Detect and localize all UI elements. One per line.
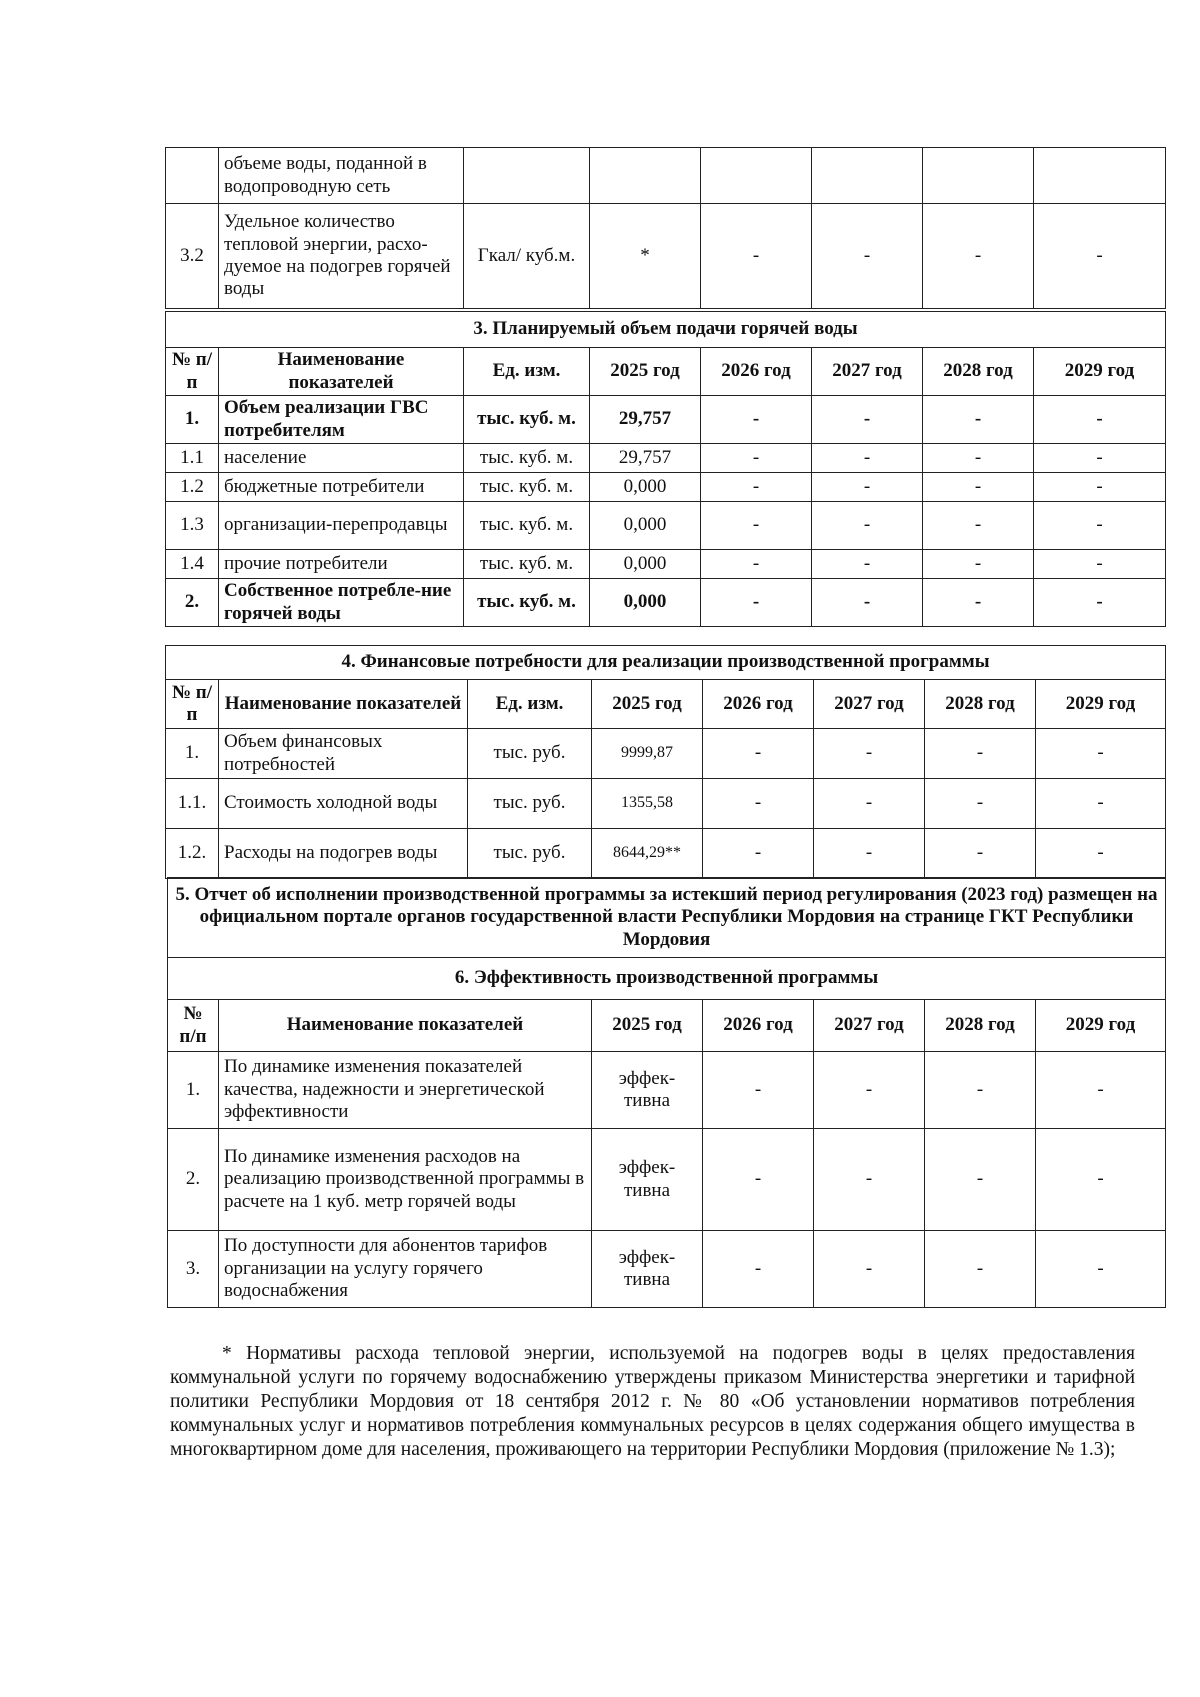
- section-title-row: [166, 646, 1166, 680]
- efficiency-table: [167, 877, 1166, 1308]
- table-row: [166, 779, 1166, 829]
- value-2025: эффек-тивна: [592, 1129, 703, 1231]
- table-row: [166, 579, 1166, 627]
- value-2026: -: [703, 779, 814, 829]
- indicator-name: бюджетные потребители: [219, 473, 464, 502]
- value-2028: -: [925, 729, 1036, 779]
- hot-water-supply-table: [165, 311, 1166, 627]
- value-2026: -: [701, 444, 812, 473]
- section-title-row: [168, 958, 1166, 1000]
- row-number: 1.4: [166, 550, 219, 579]
- value-2027: -: [814, 1231, 925, 1308]
- table-row: [166, 396, 1166, 444]
- value-2028: -: [923, 579, 1034, 627]
- value-2029: -: [1036, 1129, 1166, 1231]
- header-year: 2028 год: [925, 680, 1036, 729]
- header-row: [166, 348, 1166, 396]
- value-2029: -: [1036, 729, 1166, 779]
- header-unit: Ед. изм.: [464, 348, 590, 396]
- indicator-name: объеме воды, поданной в водопроводную сеть: [219, 148, 464, 204]
- value-2029: -: [1036, 829, 1166, 879]
- row-number: 1.2: [166, 473, 219, 502]
- value-2025: 8644,29**: [592, 829, 703, 879]
- row-number: 1.: [168, 1052, 219, 1129]
- footnote: * Нормативы расхода тепловой энергии, используемой на подогрев воды в целях предоставления коммунальной услуги по горячему водоснабжению утверждены приказом Министерства энергетики и тарифной политики Республики Мордовия от 18 сентября 2012 г. № 80 «Об установлении нормативов потребления коммунальных услуг и нормативов потребления коммунальных ресурсов в целях содержания общего имущества в многоквартирном доме для населения, проживающего на территории Республики Мордовия (приложение № 1.3);: [170, 1343, 1135, 1460]
- row-number: 1.1: [166, 444, 219, 473]
- value-2027: -: [812, 396, 923, 444]
- header-year: 2027 год: [812, 348, 923, 396]
- indicator-name: По доступности для абонентов тарифов организации на услугу горячего водоснабжения: [219, 1231, 592, 1308]
- header-year: 2025 год: [592, 1000, 703, 1052]
- row-number: 2.: [168, 1129, 219, 1231]
- value-2025: 0,000: [590, 550, 701, 579]
- header-year: 2026 год: [703, 680, 814, 729]
- header-year: 2025 год: [592, 680, 703, 729]
- value-2028: -: [923, 204, 1034, 309]
- unit-cell: тыс. руб.: [468, 779, 592, 829]
- value-2029: -: [1034, 502, 1166, 550]
- value-2025: [590, 148, 701, 204]
- section-title-row: [166, 312, 1166, 348]
- value-2025: 0,000: [590, 473, 701, 502]
- value-2026: -: [701, 502, 812, 550]
- value-2027: -: [812, 444, 923, 473]
- indicator-name: население: [219, 444, 464, 473]
- header-year: 2028 год: [923, 348, 1034, 396]
- value-2027: -: [814, 1052, 925, 1129]
- value-2026: -: [701, 579, 812, 627]
- row-number: 1.2.: [166, 829, 219, 879]
- value-2027: -: [814, 779, 925, 829]
- value-2028: -: [923, 396, 1034, 444]
- unit-cell: тыс. куб. м.: [464, 396, 590, 444]
- value-2026: -: [703, 1129, 814, 1231]
- value-2028: -: [925, 829, 1036, 879]
- row-number: 2.: [166, 579, 219, 627]
- header-num: № п/п: [168, 1000, 219, 1052]
- indicator-name: Расходы на подогрев воды: [219, 829, 468, 879]
- unit-cell: тыс. куб. м.: [464, 550, 590, 579]
- section-title: 3. Планируемый объем подачи горячей воды: [166, 312, 1166, 348]
- header-row: [168, 1000, 1166, 1052]
- indicator-name: Стоимость холодной воды: [219, 779, 468, 829]
- table-row: [168, 1231, 1166, 1308]
- table-row: [166, 473, 1166, 502]
- financial-needs-table: [165, 645, 1166, 879]
- value-2025: 29,757: [590, 444, 701, 473]
- value-2026: [701, 148, 812, 204]
- header-year: 2025 год: [590, 348, 701, 396]
- indicator-name: По динамике изменения показателей качества, надежности и энергетической эффективности: [219, 1052, 592, 1129]
- value-2027: -: [812, 204, 923, 309]
- value-2028: [923, 148, 1034, 204]
- table-row: [166, 204, 1166, 309]
- value-2029: [1034, 148, 1166, 204]
- value-2026: -: [701, 204, 812, 309]
- header-unit: Ед. изм.: [468, 680, 592, 729]
- table-row: [166, 729, 1166, 779]
- header-year: 2029 год: [1034, 348, 1166, 396]
- header-year: 2029 год: [1036, 680, 1166, 729]
- value-2028: -: [925, 779, 1036, 829]
- table-row: [166, 829, 1166, 879]
- table-row: [166, 444, 1166, 473]
- value-2027: [812, 148, 923, 204]
- value-2027: -: [812, 579, 923, 627]
- row-number: 1.3: [166, 502, 219, 550]
- value-2026: -: [703, 1231, 814, 1308]
- value-2027: -: [812, 502, 923, 550]
- value-2025: 0,000: [590, 579, 701, 627]
- value-2026: -: [701, 473, 812, 502]
- value-2028: -: [923, 502, 1034, 550]
- section-title-row: [168, 878, 1166, 958]
- row-number: [166, 148, 219, 204]
- value-2029: -: [1036, 779, 1166, 829]
- value-2029: -: [1036, 1052, 1166, 1129]
- value-2027: -: [812, 550, 923, 579]
- table-row: [166, 502, 1166, 550]
- value-2025: *: [590, 204, 701, 309]
- indicator-name: По динамике изменения расходов на реализацию производственной программы в расчете на 1 куб. метр горячей воды: [219, 1129, 592, 1231]
- value-2029: -: [1034, 396, 1166, 444]
- row-number: 3.: [168, 1231, 219, 1308]
- table-row: [168, 1129, 1166, 1231]
- value-2028: -: [923, 473, 1034, 502]
- header-year: 2026 год: [701, 348, 812, 396]
- value-2025: эффек-тивна: [592, 1231, 703, 1308]
- unit-cell: тыс. руб.: [468, 829, 592, 879]
- table-row: [166, 148, 1166, 204]
- value-2029: -: [1036, 1231, 1166, 1308]
- value-2029: -: [1034, 444, 1166, 473]
- unit-cell: тыс. куб. м.: [464, 473, 590, 502]
- header-name: Наименование показателей: [219, 348, 464, 396]
- header-row: [166, 680, 1166, 729]
- indicator-name: прочие потребители: [219, 550, 464, 579]
- value-2025: 0,000: [590, 502, 701, 550]
- indicator-name: Объем финансовых потребностей: [219, 729, 468, 779]
- value-2027: -: [814, 829, 925, 879]
- value-2027: -: [812, 473, 923, 502]
- header-num: № п/п: [166, 680, 219, 729]
- header-year: 2029 год: [1036, 1000, 1166, 1052]
- unit-cell: тыс. куб. м.: [464, 444, 590, 473]
- row-number: 1.: [166, 396, 219, 444]
- value-2029: -: [1034, 204, 1166, 309]
- table-row: [166, 550, 1166, 579]
- indicator-name: организации-перепродавцы: [219, 502, 464, 550]
- value-2026: -: [703, 1052, 814, 1129]
- header-year: 2027 год: [814, 680, 925, 729]
- value-2026: -: [703, 829, 814, 879]
- value-2029: -: [1034, 473, 1166, 502]
- indicator-name: Удельное количество тепловой энергии, расхо-дуемое на подогрев горячей воды: [219, 204, 464, 309]
- indicator-name: Объем реализации ГВС потребителям: [219, 396, 464, 444]
- row-number: 1.: [166, 729, 219, 779]
- continuation-table: [165, 147, 1166, 309]
- value-2029: -: [1034, 579, 1166, 627]
- header-year: 2028 год: [925, 1000, 1036, 1052]
- header-year: 2026 год: [703, 1000, 814, 1052]
- table-row: [168, 1052, 1166, 1129]
- value-2026: -: [701, 396, 812, 444]
- value-2028: -: [925, 1231, 1036, 1308]
- section-title: 4. Финансовые потребности для реализации производственной программы: [166, 646, 1166, 680]
- value-2027: -: [814, 729, 925, 779]
- header-name: Наименование показателей: [219, 680, 468, 729]
- value-2025: 29,757: [590, 396, 701, 444]
- value-2028: -: [925, 1052, 1036, 1129]
- unit-cell: Гкал/ куб.м.: [464, 204, 590, 309]
- section-title: 6. Эффективность производственной программы: [168, 958, 1166, 1000]
- value-2025: 1355,58: [592, 779, 703, 829]
- value-2025: 9999,87: [592, 729, 703, 779]
- value-2026: -: [701, 550, 812, 579]
- value-2028: -: [923, 444, 1034, 473]
- value-2026: -: [703, 729, 814, 779]
- row-number: 1.1.: [166, 779, 219, 829]
- header-year: 2027 год: [814, 1000, 925, 1052]
- unit-cell: [464, 148, 590, 204]
- indicator-name: Собственное потребле-ние горячей воды: [219, 579, 464, 627]
- value-2029: -: [1034, 550, 1166, 579]
- value-2028: -: [923, 550, 1034, 579]
- value-2027: -: [814, 1129, 925, 1231]
- header-name: Наименование показателей: [219, 1000, 592, 1052]
- report-notice: 5. Отчет об исполнении производственной программы за истекший период регулирования (2023 год) размещен на официальном портале органов государственной власти Республики Мордовия на странице ГКТ Республики Мордовия: [168, 878, 1166, 958]
- header-num: № п/п: [166, 348, 219, 396]
- value-2025: эффек-тивна: [592, 1052, 703, 1129]
- unit-cell: тыс. куб. м.: [464, 579, 590, 627]
- value-2028: -: [925, 1129, 1036, 1231]
- unit-cell: тыс. куб. м.: [464, 502, 590, 550]
- row-number: 3.2: [166, 204, 219, 309]
- unit-cell: тыс. руб.: [468, 729, 592, 779]
